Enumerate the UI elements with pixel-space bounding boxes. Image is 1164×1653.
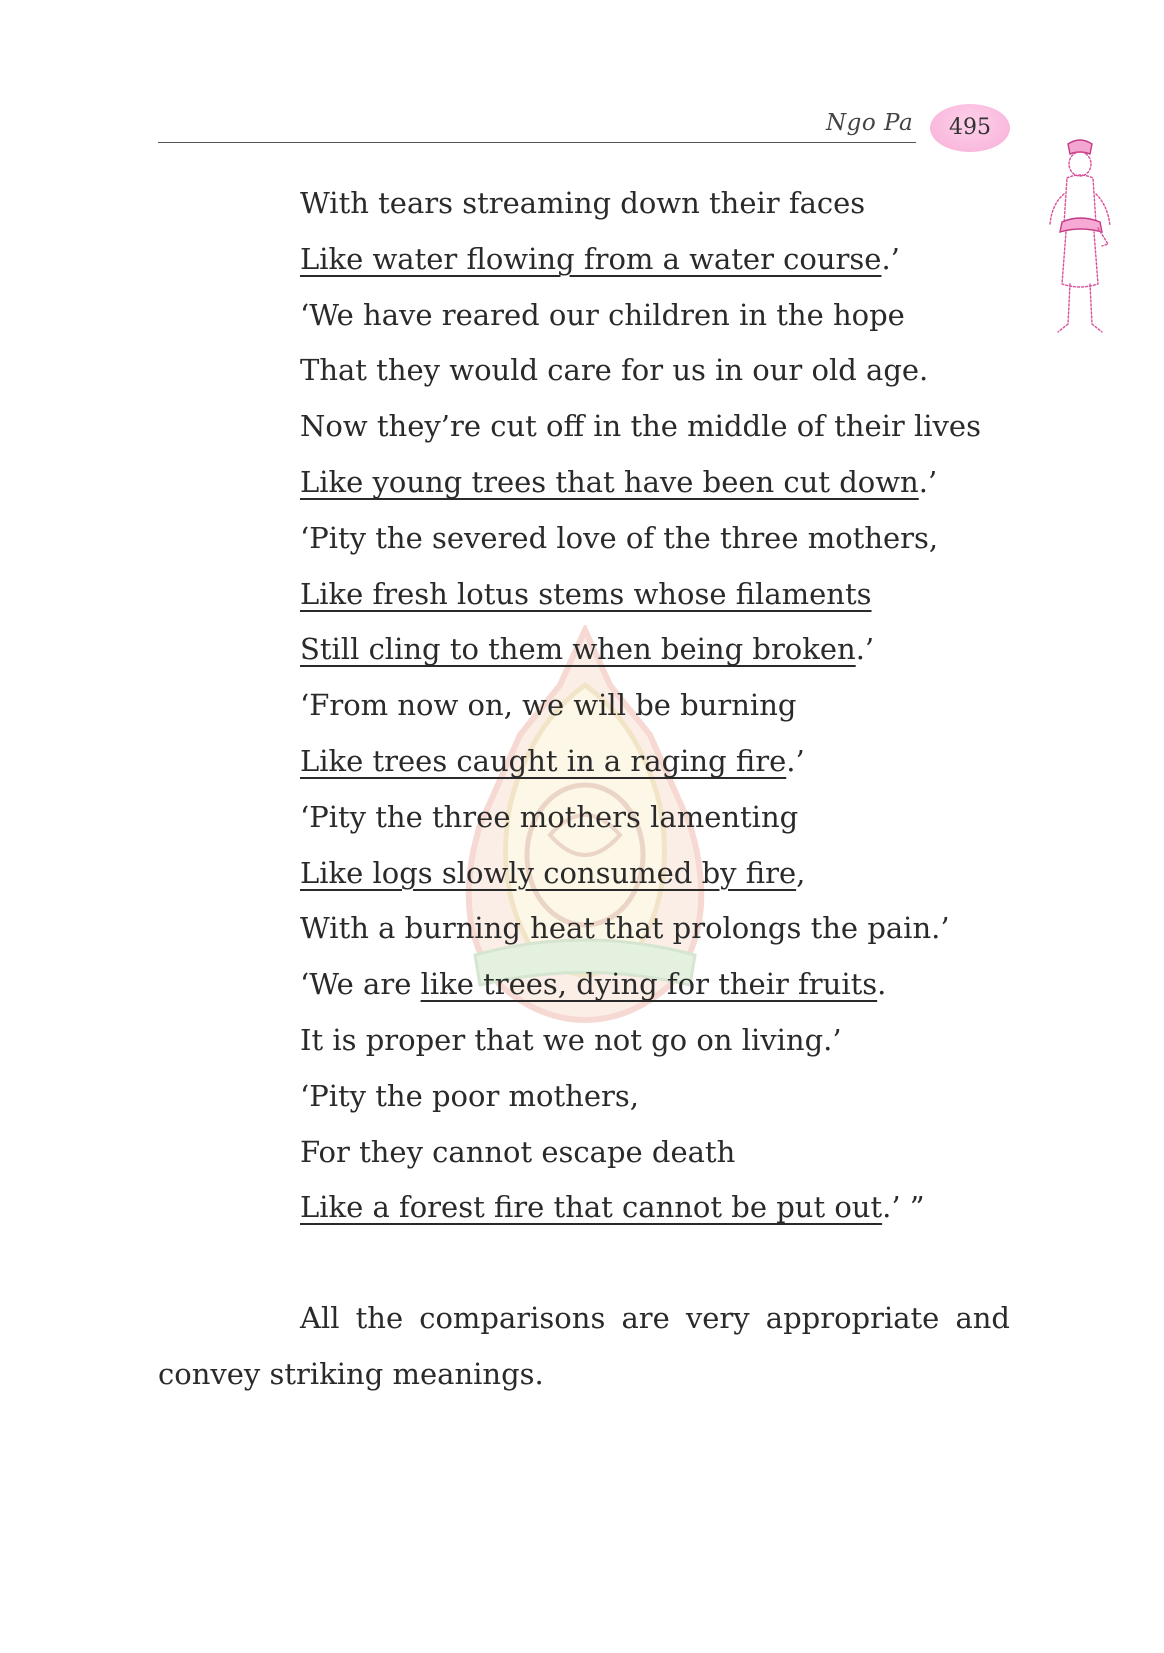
poem-line-simile: Like water flowing from a water course	[300, 241, 882, 276]
poem-line-text: ‘Pity the three mothers lamenting	[300, 799, 799, 834]
poem-line	[300, 455, 1000, 511]
poem-line-text: .	[877, 967, 887, 1002]
poem-line-simile: like trees, dying for their fruits	[420, 967, 878, 1002]
poem-line	[300, 288, 1000, 344]
poem-line	[300, 1013, 1000, 1069]
dancer-illustration-icon	[1040, 134, 1120, 344]
poem-line-text: With a burning heat that prolongs the pain.’	[300, 911, 950, 946]
poem-line-simile: Like young trees that have been cut down	[300, 464, 919, 499]
poem-line-text: ,	[796, 855, 806, 890]
poem-line	[300, 622, 1000, 678]
poem-line	[300, 232, 1000, 288]
poem-line	[300, 901, 1000, 957]
poem-line-text: .’	[786, 743, 805, 778]
poem-line-simile: Like trees caught in a raging fire	[300, 743, 787, 778]
poem-line	[300, 511, 1000, 567]
poem-line	[300, 790, 1000, 846]
poem-line	[300, 1069, 1000, 1125]
poem-line	[300, 734, 1000, 790]
poem-line-text: .’	[855, 632, 875, 667]
poem-line-text: For they cannot escape death	[300, 1134, 736, 1169]
poem-line-simile: Like fresh lotus stems whose filaments	[300, 576, 872, 611]
poem-line	[300, 678, 1000, 734]
poem-line	[300, 957, 1000, 1013]
poem-line-text: ‘Pity the poor mothers,	[300, 1078, 639, 1113]
poem-line-text: ‘Pity the severed love of the three mothers,	[300, 520, 939, 555]
header-rule	[158, 142, 916, 143]
poem-line-text: It is proper that we not go on living.’	[300, 1022, 842, 1057]
poem-line-simile: Like logs slowly consumed by fire	[300, 855, 797, 890]
page-number-badge: 495	[930, 104, 1010, 152]
poem-line	[300, 1180, 1000, 1236]
poem-line-text: Now they’re cut off in the middle of their lives	[300, 409, 981, 444]
poem-line-text: That they would care for us in our old age.	[300, 353, 929, 388]
running-head: Ngo Pa	[826, 110, 914, 136]
poem-line	[300, 1125, 1000, 1181]
poem-line-text: .’ ”	[882, 1190, 925, 1225]
poem-line-text: ‘We have reared our children in the hope	[300, 297, 905, 332]
poem-line	[300, 399, 1000, 455]
poem-stanza	[300, 176, 1000, 1236]
poem-line-text: ‘From now on, we will be burning	[300, 688, 797, 723]
closing-paragraph: All the comparisons are very appropriate and convey striking meanings.	[158, 1301, 1010, 1391]
poem-line	[300, 176, 1000, 232]
poem-line-text: With tears streaming down their faces	[300, 186, 866, 220]
poem-line	[300, 846, 1000, 902]
poem-line-prefix: ‘We are	[300, 967, 421, 1002]
poem-line-text: .’	[881, 241, 900, 276]
poem-line-text: .’	[918, 464, 938, 499]
poem-line-simile: Like a forest fire that cannot be put out	[300, 1190, 883, 1225]
poem-line-simile: Still cling to them when being broken	[300, 632, 856, 667]
poem-line	[300, 343, 1000, 399]
poem-line	[300, 567, 1000, 623]
